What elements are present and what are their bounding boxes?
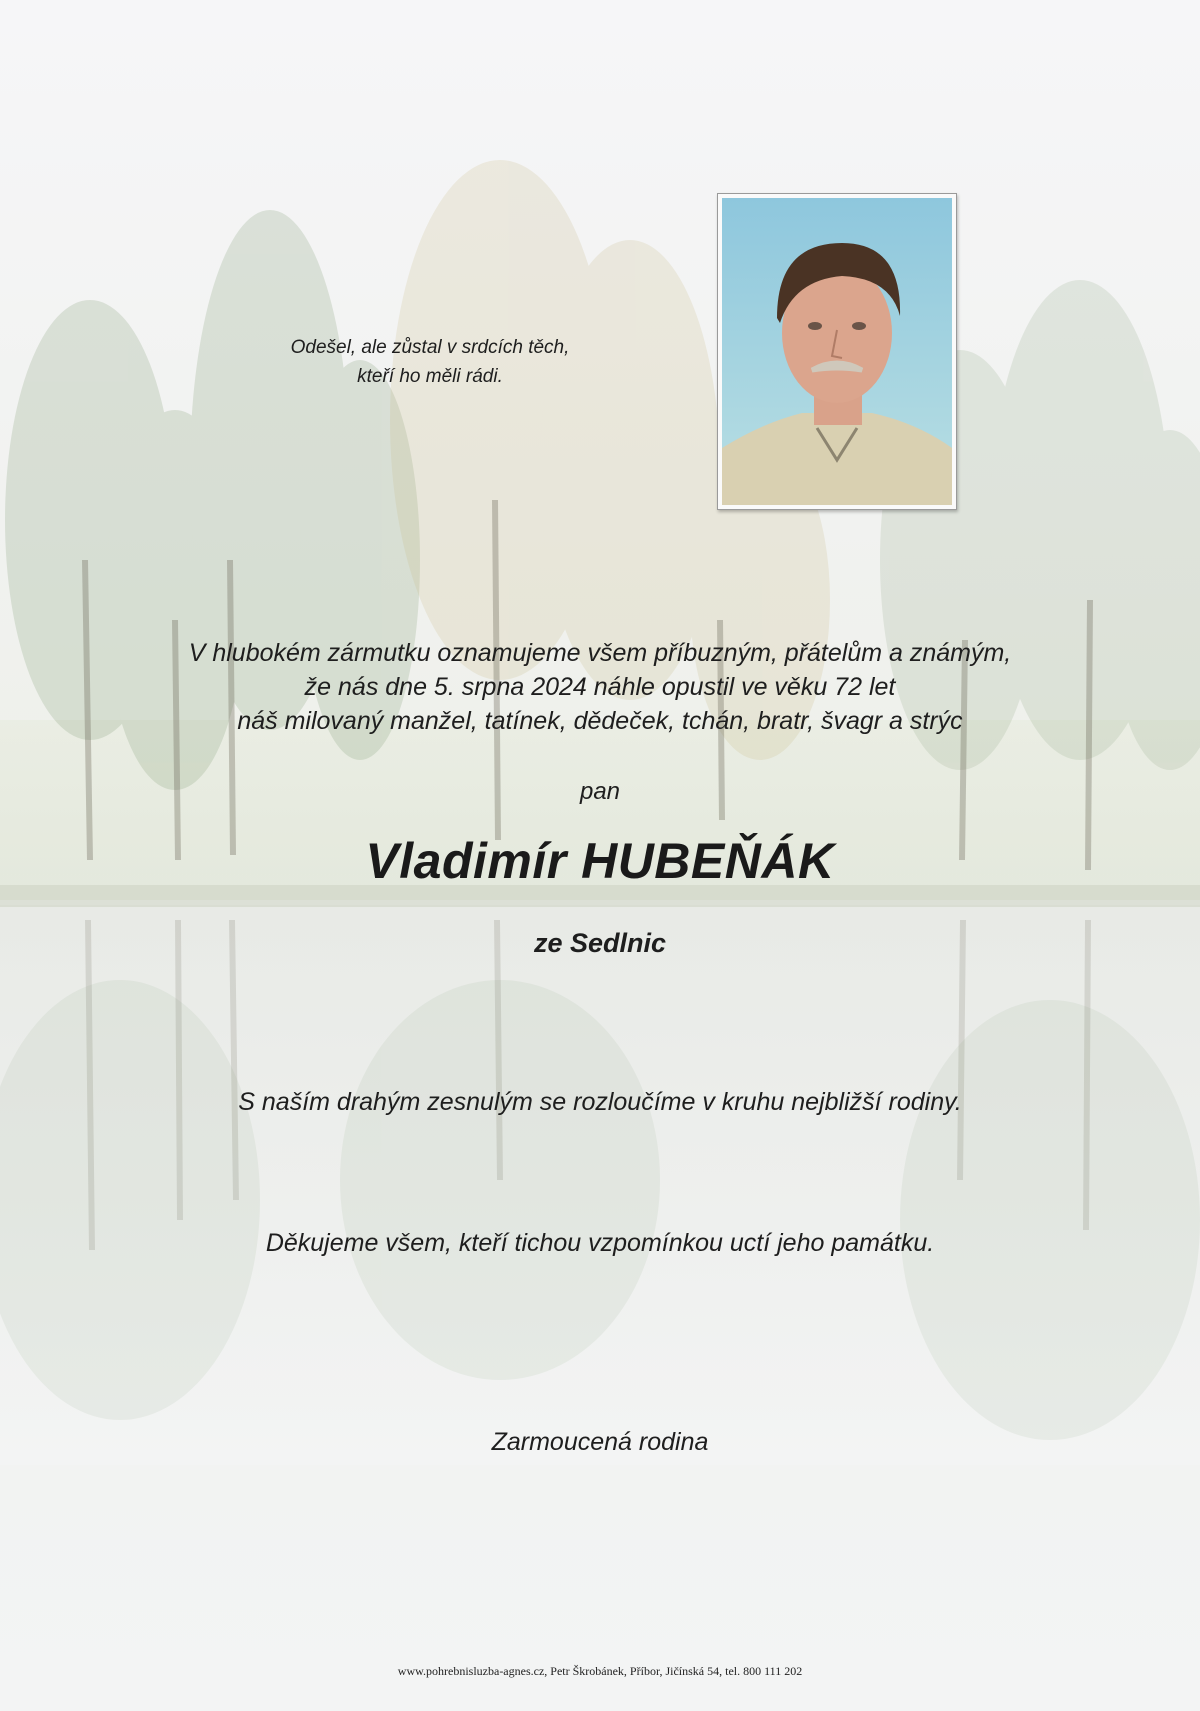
footer-contact: www.pohrebnisluzba-agnes.cz, Petr Škrobánek, Příbor, Jičínská 54, tel. 800 111 202 (397, 1664, 803, 1678)
farewell-text: S naším drahým zesnulým se rozloučíme v kruhu nejbližší rodiny. (238, 1088, 962, 1116)
motto-line-2: kteří ho měli rádi. (357, 366, 503, 387)
motto (230, 333, 630, 391)
portrait-photo (717, 193, 957, 510)
deceased-name: Vladimír HUBEŇÁK (365, 833, 835, 889)
motto-line-1: Odešel, ale zůstal v srdcích těch, (290, 337, 570, 358)
announcement-line-3: náš milovaný manžel, tatínek, dědeček, tchán, bratr, švagr a strýc (237, 707, 963, 735)
announcement-line-1: V hlubokém zármutku oznamujeme všem příbuzným, přátelům a známým, (188, 639, 1012, 667)
honorific: pan (579, 778, 621, 805)
signoff: Zarmoucená rodina (491, 1428, 709, 1456)
announcement-line-2: že nás dne 5. srpna 2024 náhle opustil ve věku 72 let (304, 673, 896, 701)
announcement (0, 636, 1200, 738)
origin: ze Sedlnic (533, 928, 667, 958)
thanks-text: Děkujeme všem, kteří tichou vzpomínkou uctí jeho památku. (265, 1229, 935, 1257)
